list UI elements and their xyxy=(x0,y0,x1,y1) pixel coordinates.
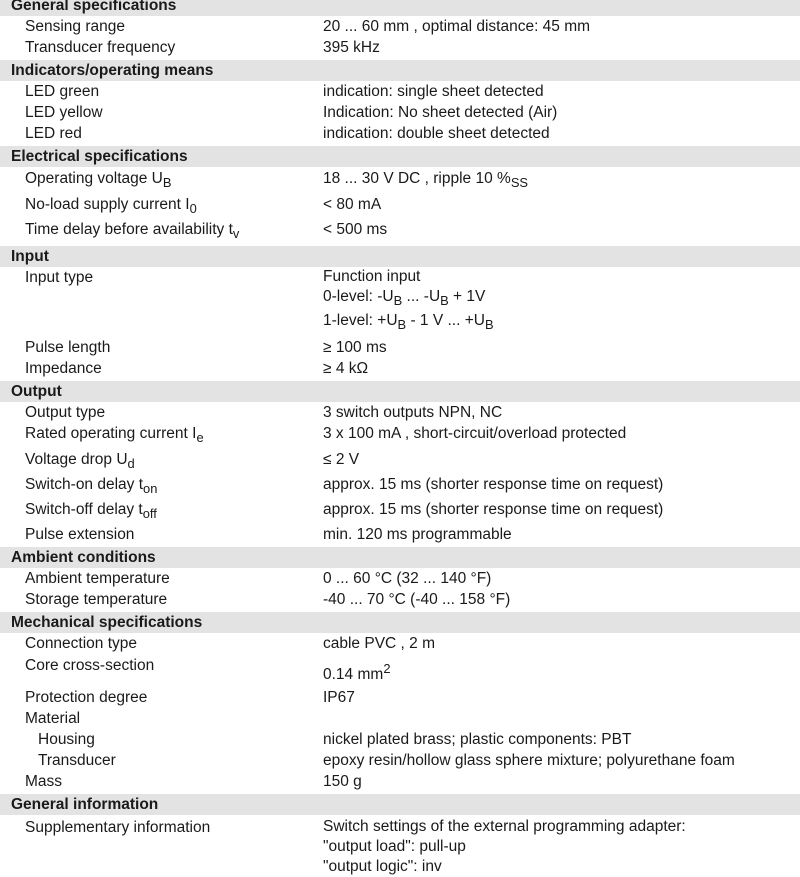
spec-row-pulse-extension xyxy=(0,524,800,546)
section-mechanical-specifications: Mechanical specifications xyxy=(0,611,800,633)
spec-row-rated-current xyxy=(0,423,800,448)
value-line: "output logic": inv xyxy=(323,858,442,875)
section-general-information: General information xyxy=(0,793,800,815)
spec-label: Pulse length xyxy=(25,339,111,357)
spec-value: min. 120 ms programmable xyxy=(323,525,512,543)
spec-row-switch-on-delay xyxy=(0,474,800,499)
section-ambient-conditions: Ambient conditions xyxy=(0,546,800,568)
spec-value: indication: double sheet detected xyxy=(323,125,550,142)
superscript: 2 xyxy=(383,660,391,676)
spec-value xyxy=(323,167,800,194)
spec-label xyxy=(0,423,323,448)
section-indicators: Indicators/operating means xyxy=(0,59,800,81)
spec-label: LED yellow xyxy=(25,104,103,121)
spec-label xyxy=(0,474,323,499)
spec-row-protection-degree xyxy=(0,687,800,708)
subscript: B xyxy=(397,317,407,333)
spec-label: Transducer xyxy=(38,752,116,769)
subscript: d xyxy=(127,455,135,471)
spec-label xyxy=(0,194,323,219)
spec-label: LED green xyxy=(25,83,100,100)
spec-value: ≤ 2 V xyxy=(323,450,360,468)
value-line: "output load": pull-up xyxy=(323,838,466,855)
spec-label xyxy=(0,449,323,474)
label-text: Rated operating current I xyxy=(25,425,197,443)
value-text: - 1 V ... +U xyxy=(406,312,485,330)
spec-value: IP67 xyxy=(323,689,355,706)
spec-label: Storage temperature xyxy=(25,590,168,608)
spec-label xyxy=(0,219,323,244)
label-text: Switch-off delay t xyxy=(25,500,143,518)
spec-value: approx. 15 ms (shorter response time on request) xyxy=(323,475,664,493)
value-line xyxy=(323,311,800,335)
spec-label: Output type xyxy=(25,404,106,422)
spec-label: Pulse extension xyxy=(25,525,135,543)
spec-label: Connection type xyxy=(25,634,138,652)
spec-row-no-load-current xyxy=(0,194,800,219)
spec-row-led-green xyxy=(0,81,800,102)
spec-value: 3 switch outputs NPN, NC xyxy=(323,404,503,422)
spec-row-connection-type xyxy=(0,633,800,654)
subscript: B xyxy=(440,293,449,309)
subscript: B xyxy=(393,293,403,309)
spec-label: Core cross-section xyxy=(25,656,155,674)
spec-value: indication: single sheet detected xyxy=(323,83,544,100)
spec-value: 150 g xyxy=(323,773,362,790)
label-text: No-load supply current I xyxy=(25,196,190,214)
subscript: 0 xyxy=(189,201,197,217)
spec-row-supplementary-information xyxy=(0,815,800,877)
spec-value: cable PVC , 2 m xyxy=(323,634,435,652)
subscript: off xyxy=(142,505,157,521)
value-text: 0-level: -U xyxy=(323,288,394,306)
spec-row-time-delay xyxy=(0,219,800,245)
subscript: B xyxy=(162,175,172,191)
spec-row-voltage-drop xyxy=(0,449,800,474)
spec-label: Sensing range xyxy=(25,18,125,35)
value-text: ... -U xyxy=(402,288,441,306)
spec-row-transducer xyxy=(0,750,800,771)
value-text: 0.14 mm xyxy=(323,666,384,683)
value-text: + 1V xyxy=(448,288,486,306)
spec-row-transducer-frequency xyxy=(0,37,800,59)
spec-value: 20 ... 60 mm , optimal distance: 45 mm xyxy=(323,18,591,35)
spec-value: Indication: No sheet detected (Air) xyxy=(323,104,558,121)
value-line: Function input xyxy=(323,268,421,286)
value-text: 18 ... 30 V DC , ripple 10 % xyxy=(323,170,511,187)
spec-row-output-type xyxy=(0,402,800,423)
section-general-specifications: General specifications xyxy=(0,0,800,16)
spec-value xyxy=(323,267,800,335)
section-electrical-specifications: Electrical specifications xyxy=(0,145,800,167)
spec-row-pulse-length xyxy=(0,337,800,358)
spec-row-operating-voltage xyxy=(0,167,800,194)
spec-value: < 80 mA xyxy=(323,196,382,214)
section-output: Output xyxy=(0,380,800,402)
spec-label: Impedance xyxy=(25,360,102,378)
spec-label xyxy=(0,499,323,524)
spec-label: LED red xyxy=(25,125,82,142)
subscript: B xyxy=(484,317,494,333)
spec-row-storage-temperature xyxy=(0,589,800,611)
spec-label: Supplementary information xyxy=(25,819,211,836)
spec-value xyxy=(323,654,800,687)
spec-value: 3 x 100 mA , short-circuit/overload protected xyxy=(323,425,627,443)
spec-value: ≥ 100 ms xyxy=(323,339,387,357)
spec-value: 0 ... 60 °C (32 ... 140 °F) xyxy=(323,569,492,587)
spec-label: Material xyxy=(25,710,81,727)
spec-row-switch-off-delay xyxy=(0,499,800,524)
spec-label: Protection degree xyxy=(25,689,148,706)
spec-row-input-type xyxy=(0,267,800,337)
spec-value: approx. 15 ms (shorter response time on request) xyxy=(323,500,664,518)
spec-row-housing xyxy=(0,729,800,750)
spec-label: Ambient temperature xyxy=(25,569,170,587)
subscript: SS xyxy=(510,175,529,191)
subscript: e xyxy=(196,430,204,446)
spec-label: Input type xyxy=(25,269,94,287)
label-text: Time delay before availability t xyxy=(25,221,233,239)
spec-value: < 500 ms xyxy=(323,221,388,239)
spec-label: Mass xyxy=(25,773,63,790)
spec-row-impedance xyxy=(0,358,800,380)
spec-row-led-red xyxy=(0,123,800,145)
spec-value xyxy=(323,817,800,877)
spec-row-core-cross-section xyxy=(0,654,800,687)
spec-row-mass xyxy=(0,771,800,793)
spec-label xyxy=(0,167,323,194)
spec-value: nickel plated brass; plastic components: PBT xyxy=(323,731,632,748)
section-input: Input xyxy=(0,245,800,267)
spec-label: Transducer frequency xyxy=(25,39,176,56)
subscript: v xyxy=(232,226,240,242)
spec-row-led-yellow xyxy=(0,102,800,123)
spec-row-sensing-range xyxy=(0,16,800,37)
subscript: on xyxy=(143,480,158,496)
spec-label: Housing xyxy=(38,731,95,748)
label-text: Operating voltage U xyxy=(25,170,163,187)
spec-row-ambient-temperature xyxy=(0,568,800,589)
label-text: Voltage drop U xyxy=(25,450,128,468)
value-text: 1-level: +U xyxy=(323,312,398,330)
value-line xyxy=(323,287,800,311)
value-line: Switch settings of the external programming adapter: xyxy=(323,818,686,835)
spec-row-material xyxy=(0,708,800,729)
spec-value: epoxy resin/hollow glass sphere mixture; polyurethane foam xyxy=(323,752,735,769)
spec-value: -40 ... 70 °C (-40 ... 158 °F) xyxy=(323,590,511,608)
spec-value: ≥ 4 kΩ xyxy=(323,360,369,378)
label-text: Switch-on delay t xyxy=(25,475,144,493)
spec-value: 395 kHz xyxy=(323,39,380,56)
